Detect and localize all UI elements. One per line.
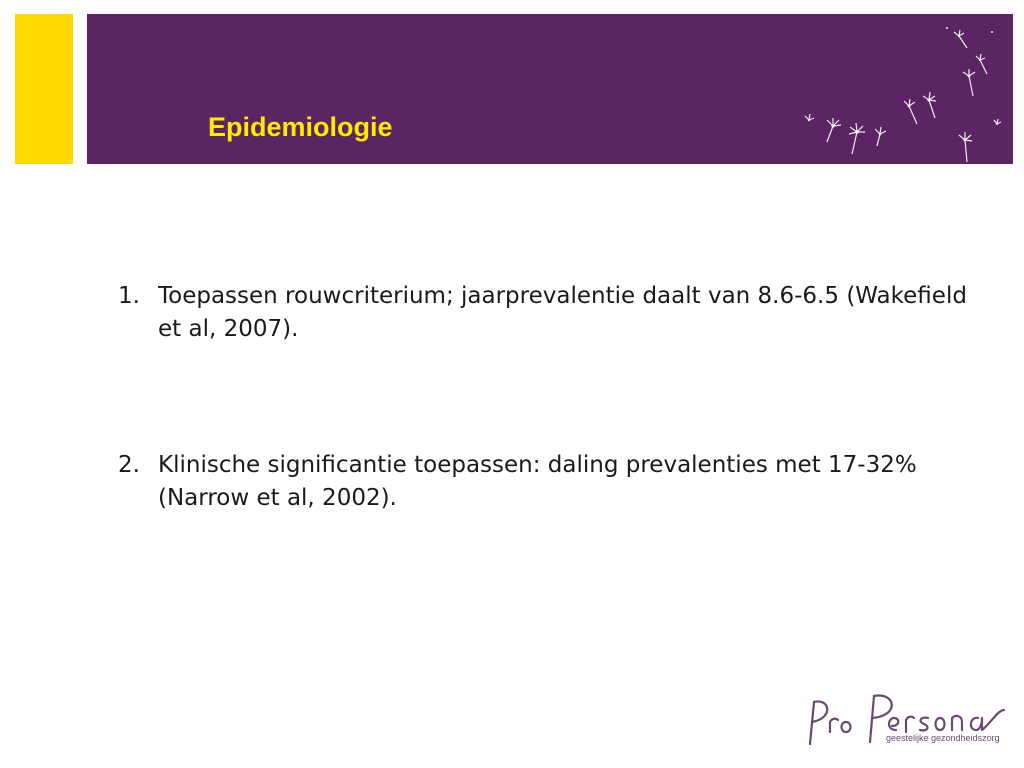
logo-subtitle: geestelijke gezondheidszorg bbox=[886, 733, 1000, 743]
header-bar bbox=[87, 14, 1013, 164]
list-item bbox=[118, 449, 978, 515]
bullet-list bbox=[118, 280, 978, 515]
accent-block bbox=[15, 14, 73, 164]
list-item-text: Toepassen rouwcriterium; jaarprevalentie daalt van 8.6-6.5 (Wakefield et al, 2007). bbox=[158, 283, 967, 342]
list-item-number: 1. bbox=[118, 283, 140, 309]
list-item-text: Klinische significantie toepassen: daling prevalenties met 17-32% (Narrow et al, 2002). bbox=[158, 452, 917, 511]
list-item bbox=[118, 280, 978, 346]
slide-title: Epidemiologie bbox=[208, 112, 393, 142]
list-item-number: 2. bbox=[118, 452, 140, 478]
